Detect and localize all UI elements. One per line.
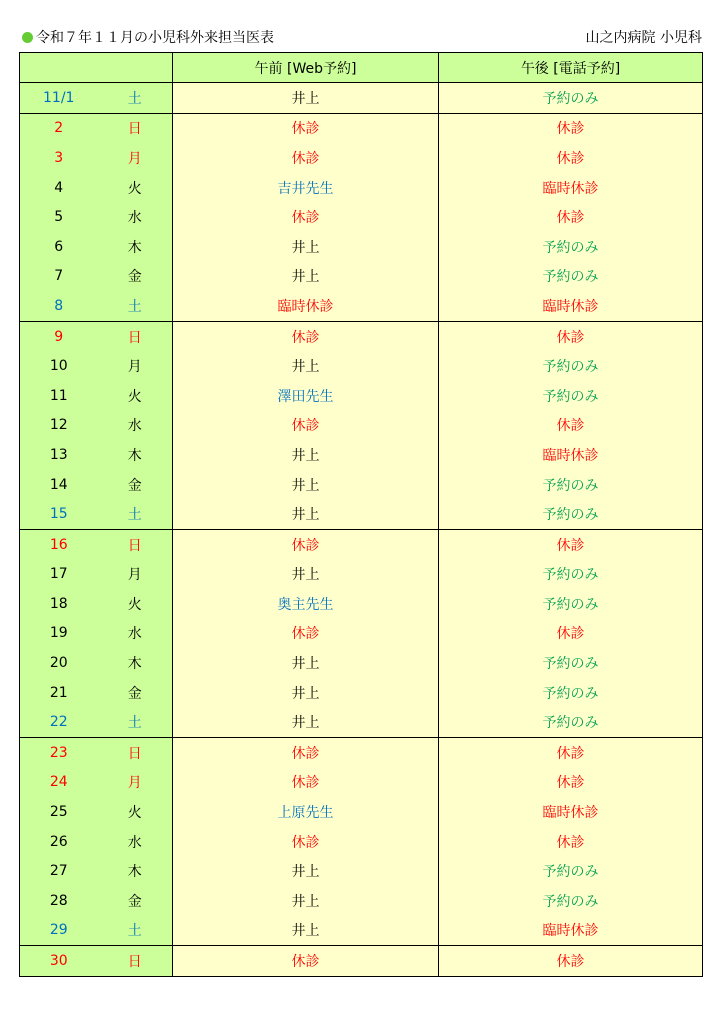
afternoon-cell: 予約のみ bbox=[439, 470, 703, 500]
morning-cell: 休診 bbox=[173, 529, 439, 559]
table-row bbox=[20, 797, 703, 827]
morning-cell: 上原先生 bbox=[173, 797, 439, 827]
morning-cell: 井上 bbox=[173, 678, 439, 708]
table-row bbox=[20, 499, 703, 529]
table-row bbox=[20, 232, 703, 262]
afternoon-cell: 臨時休診 bbox=[439, 797, 703, 827]
weekday-cell: 水 bbox=[98, 202, 173, 232]
afternoon-cell: 休診 bbox=[439, 143, 703, 173]
morning-cell: 井上 bbox=[173, 351, 439, 381]
table-row bbox=[20, 291, 703, 321]
afternoon-cell: 休診 bbox=[439, 619, 703, 649]
morning-cell: 井上 bbox=[173, 886, 439, 916]
weekday-cell: 土 bbox=[98, 707, 173, 737]
weekday-cell: 月 bbox=[98, 560, 173, 590]
weekday-cell: 土 bbox=[98, 83, 173, 114]
table-row bbox=[20, 83, 703, 114]
date-cell: 11 bbox=[20, 381, 98, 411]
header-weekday bbox=[98, 53, 173, 83]
afternoon-cell: 臨時休診 bbox=[439, 440, 703, 470]
date-cell: 2 bbox=[20, 113, 98, 143]
table-row bbox=[20, 589, 703, 619]
page-title: 令和７年１１月の小児科外来担当医表 bbox=[36, 30, 274, 46]
date-cell: 13 bbox=[20, 440, 98, 470]
afternoon-cell: 臨時休診 bbox=[439, 291, 703, 321]
afternoon-cell: 予約のみ bbox=[439, 856, 703, 886]
afternoon-cell: 予約のみ bbox=[439, 648, 703, 678]
schedule-body bbox=[20, 83, 703, 977]
date-cell: 7 bbox=[20, 262, 98, 292]
morning-cell: 井上 bbox=[173, 916, 439, 946]
afternoon-cell: 予約のみ bbox=[439, 232, 703, 262]
afternoon-cell: 休診 bbox=[439, 946, 703, 977]
bullet-dot-icon bbox=[22, 32, 33, 43]
morning-cell: 井上 bbox=[173, 560, 439, 590]
department-name: 山之内病院 小児科 bbox=[585, 30, 702, 46]
date-cell: 4 bbox=[20, 173, 98, 203]
morning-cell: 奥主先生 bbox=[173, 589, 439, 619]
table-row bbox=[20, 202, 703, 232]
date-cell: 23 bbox=[20, 738, 98, 768]
morning-cell: 休診 bbox=[173, 768, 439, 798]
weekday-cell: 日 bbox=[98, 529, 173, 559]
weekday-cell: 金 bbox=[98, 470, 173, 500]
date-cell: 19 bbox=[20, 619, 98, 649]
weekday-cell: 火 bbox=[98, 589, 173, 619]
table-row bbox=[20, 946, 703, 977]
table-row bbox=[20, 768, 703, 798]
date-cell: 22 bbox=[20, 707, 98, 737]
table-row bbox=[20, 113, 703, 143]
morning-cell: 井上 bbox=[173, 232, 439, 262]
afternoon-cell: 臨時休診 bbox=[439, 173, 703, 203]
morning-cell: 臨時休診 bbox=[173, 291, 439, 321]
afternoon-cell: 休診 bbox=[439, 529, 703, 559]
afternoon-cell: 予約のみ bbox=[439, 678, 703, 708]
date-cell: 17 bbox=[20, 560, 98, 590]
table-row bbox=[20, 143, 703, 173]
afternoon-cell: 休診 bbox=[439, 321, 703, 351]
table-row bbox=[20, 886, 703, 916]
weekday-cell: 金 bbox=[98, 678, 173, 708]
table-row bbox=[20, 351, 703, 381]
morning-cell: 井上 bbox=[173, 707, 439, 737]
afternoon-cell: 予約のみ bbox=[439, 886, 703, 916]
afternoon-cell: 予約のみ bbox=[439, 499, 703, 529]
table-row bbox=[20, 678, 703, 708]
weekday-cell: 月 bbox=[98, 351, 173, 381]
afternoon-cell: 予約のみ bbox=[439, 560, 703, 590]
afternoon-cell: 休診 bbox=[439, 202, 703, 232]
morning-cell: 澤田先生 bbox=[173, 381, 439, 411]
morning-cell: 井上 bbox=[173, 856, 439, 886]
weekday-cell: 木 bbox=[98, 232, 173, 262]
date-cell: 29 bbox=[20, 916, 98, 946]
morning-cell: 休診 bbox=[173, 738, 439, 768]
page-header bbox=[22, 27, 704, 47]
weekday-cell: 金 bbox=[98, 262, 173, 292]
afternoon-cell: 予約のみ bbox=[439, 262, 703, 292]
date-cell: 30 bbox=[20, 946, 98, 977]
date-cell: 26 bbox=[20, 827, 98, 857]
date-cell: 8 bbox=[20, 291, 98, 321]
afternoon-cell: 休診 bbox=[439, 827, 703, 857]
morning-cell: 休診 bbox=[173, 619, 439, 649]
date-cell: 6 bbox=[20, 232, 98, 262]
date-cell: 5 bbox=[20, 202, 98, 232]
morning-cell: 休診 bbox=[173, 946, 439, 977]
table-row bbox=[20, 827, 703, 857]
weekday-cell: 水 bbox=[98, 827, 173, 857]
morning-cell: 休診 bbox=[173, 321, 439, 351]
weekday-cell: 日 bbox=[98, 113, 173, 143]
morning-cell: 井上 bbox=[173, 262, 439, 292]
header-date bbox=[20, 53, 98, 83]
weekday-cell: 日 bbox=[98, 321, 173, 351]
date-cell: 18 bbox=[20, 589, 98, 619]
afternoon-cell: 休診 bbox=[439, 738, 703, 768]
table-row bbox=[20, 381, 703, 411]
weekday-cell: 日 bbox=[98, 946, 173, 977]
date-cell: 21 bbox=[20, 678, 98, 708]
morning-cell: 井上 bbox=[173, 440, 439, 470]
morning-cell: 休診 bbox=[173, 202, 439, 232]
afternoon-cell: 予約のみ bbox=[439, 351, 703, 381]
afternoon-cell: 予約のみ bbox=[439, 707, 703, 737]
table-row bbox=[20, 856, 703, 886]
weekday-cell: 木 bbox=[98, 440, 173, 470]
page-title-wrap bbox=[22, 27, 274, 47]
table-header-row bbox=[20, 53, 703, 83]
weekday-cell: 火 bbox=[98, 173, 173, 203]
weekday-cell: 土 bbox=[98, 916, 173, 946]
date-cell: 25 bbox=[20, 797, 98, 827]
weekday-cell: 土 bbox=[98, 499, 173, 529]
afternoon-cell: 予約のみ bbox=[439, 589, 703, 619]
morning-cell: 休診 bbox=[173, 411, 439, 441]
table-row bbox=[20, 560, 703, 590]
header-afternoon: 午後 [電話予約] bbox=[439, 53, 703, 83]
table-row bbox=[20, 738, 703, 768]
weekday-cell: 木 bbox=[98, 648, 173, 678]
weekday-cell: 月 bbox=[98, 768, 173, 798]
weekday-cell: 月 bbox=[98, 143, 173, 173]
table-row bbox=[20, 321, 703, 351]
weekday-cell: 水 bbox=[98, 411, 173, 441]
afternoon-cell: 休診 bbox=[439, 113, 703, 143]
afternoon-cell: 休診 bbox=[439, 768, 703, 798]
table-row bbox=[20, 707, 703, 737]
date-cell: 20 bbox=[20, 648, 98, 678]
table-row bbox=[20, 529, 703, 559]
weekday-cell: 火 bbox=[98, 381, 173, 411]
weekday-cell: 火 bbox=[98, 797, 173, 827]
date-cell: 24 bbox=[20, 768, 98, 798]
header-morning: 午前 [Web予約] bbox=[173, 53, 439, 83]
date-cell: 15 bbox=[20, 499, 98, 529]
table-row bbox=[20, 648, 703, 678]
table-row bbox=[20, 262, 703, 292]
table-row bbox=[20, 470, 703, 500]
afternoon-cell: 予約のみ bbox=[439, 83, 703, 114]
date-cell: 12 bbox=[20, 411, 98, 441]
morning-cell: 休診 bbox=[173, 113, 439, 143]
date-cell: 10 bbox=[20, 351, 98, 381]
morning-cell: 井上 bbox=[173, 499, 439, 529]
date-cell: 11/1 bbox=[20, 83, 98, 114]
schedule-table bbox=[19, 52, 703, 977]
date-cell: 28 bbox=[20, 886, 98, 916]
morning-cell: 井上 bbox=[173, 648, 439, 678]
table-row bbox=[20, 173, 703, 203]
morning-cell: 休診 bbox=[173, 827, 439, 857]
morning-cell: 井上 bbox=[173, 470, 439, 500]
weekday-cell: 金 bbox=[98, 886, 173, 916]
morning-cell: 休診 bbox=[173, 143, 439, 173]
morning-cell: 井上 bbox=[173, 83, 439, 114]
weekday-cell: 水 bbox=[98, 619, 173, 649]
afternoon-cell: 休診 bbox=[439, 411, 703, 441]
table-row bbox=[20, 916, 703, 946]
date-cell: 14 bbox=[20, 470, 98, 500]
afternoon-cell: 予約のみ bbox=[439, 381, 703, 411]
table-row bbox=[20, 440, 703, 470]
date-cell: 3 bbox=[20, 143, 98, 173]
afternoon-cell: 臨時休診 bbox=[439, 916, 703, 946]
table-row bbox=[20, 411, 703, 441]
weekday-cell: 日 bbox=[98, 738, 173, 768]
date-cell: 16 bbox=[20, 529, 98, 559]
date-cell: 9 bbox=[20, 321, 98, 351]
table-row bbox=[20, 619, 703, 649]
weekday-cell: 土 bbox=[98, 291, 173, 321]
date-cell: 27 bbox=[20, 856, 98, 886]
morning-cell: 吉井先生 bbox=[173, 173, 439, 203]
weekday-cell: 木 bbox=[98, 856, 173, 886]
